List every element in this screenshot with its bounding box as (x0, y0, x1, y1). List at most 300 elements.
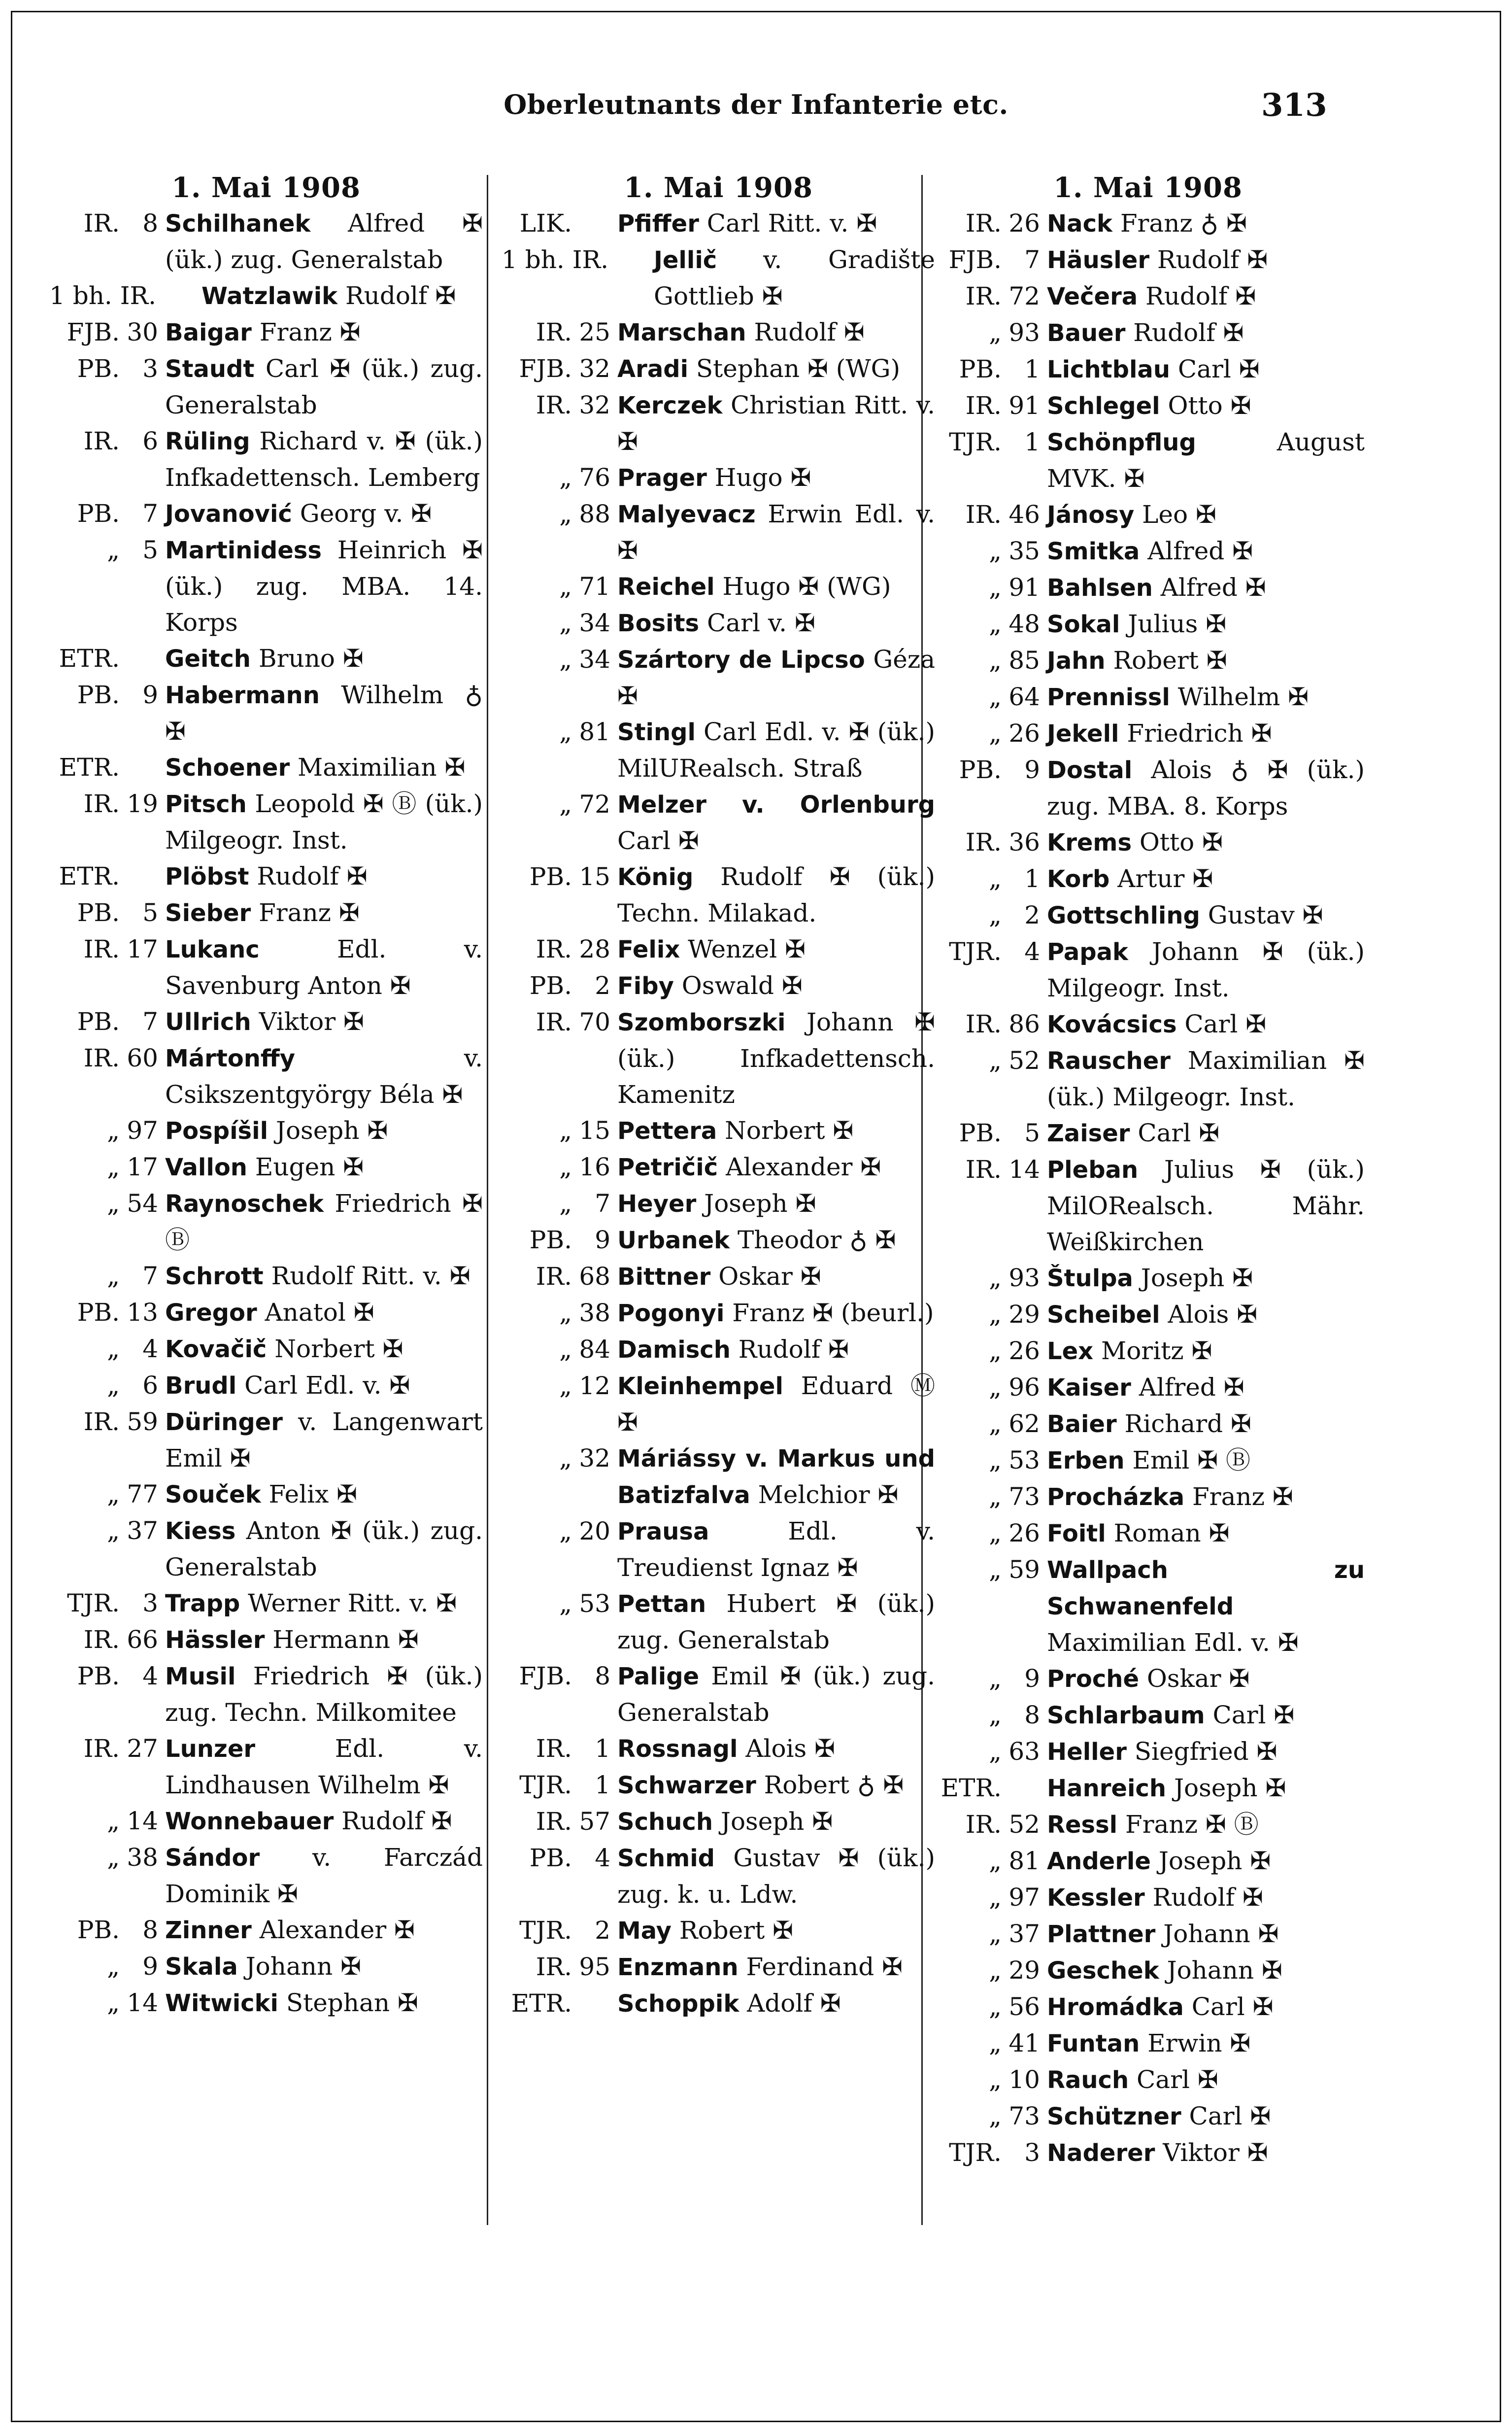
unit-label: IR. (536, 935, 572, 963)
list-item (502, 787, 935, 859)
officer-entry (1047, 1770, 1365, 1807)
list-item (49, 1476, 483, 1513)
surname: Jellič (654, 246, 717, 274)
unit-label: „ (989, 2029, 1002, 2057)
list-item (502, 1804, 935, 1840)
unit-number: 7 (595, 1189, 610, 1218)
officer-entry (654, 242, 935, 314)
officer-entry (202, 278, 483, 314)
unit-label: „ (989, 683, 1002, 711)
unit-label: TJR. (519, 1771, 572, 1799)
unit-label: „ (559, 1153, 572, 1181)
unit-label: ETR. (59, 862, 120, 891)
unit-label: „ (989, 1555, 1002, 1584)
unit-label: „ (989, 1300, 1002, 1329)
entry-details: Bruno ✠ (250, 644, 364, 673)
entry-details: Carl ✠ (1183, 1992, 1274, 2021)
surname: Ullrich (165, 1008, 251, 1036)
unit-label: IR. (536, 391, 572, 419)
unit-label: „ (559, 1589, 572, 1618)
surname: Rossnagl (617, 1735, 738, 1763)
unit-number: 26 (1008, 1336, 1040, 1365)
list-item (502, 206, 935, 242)
surname: Skala (165, 1953, 238, 1981)
surname: Jahn (1047, 647, 1106, 675)
unit-label: IR. (536, 1734, 572, 1763)
unit-number: 4 (142, 1662, 158, 1690)
officer-entry (1047, 2062, 1365, 2098)
unit-label: IR. (536, 1953, 572, 1981)
list-item (49, 1622, 483, 1658)
entry-details: Carl Edl. v. ✠ (236, 1371, 410, 1400)
unit-ref (502, 859, 617, 895)
unit-ref (49, 677, 165, 713)
surname: Prager (617, 464, 707, 492)
unit-number: 38 (579, 1299, 610, 1327)
unit-label: PB. (77, 1298, 120, 1327)
unit-number: 72 (579, 790, 610, 819)
unit-label: „ (559, 1371, 572, 1400)
unit-number: 14 (127, 1807, 158, 1835)
list-item (49, 1113, 483, 1149)
officer-entry (165, 1331, 483, 1368)
unit-ref (49, 1658, 165, 1694)
officer-entry (165, 1949, 483, 1985)
unit-number: 1 (1024, 428, 1040, 456)
unit-number: 46 (1008, 500, 1040, 529)
unit-ref (931, 242, 1047, 278)
unit-ref (49, 1040, 165, 1076)
entry-details: Oskar ✠ (1139, 1664, 1250, 1693)
list-item (931, 278, 1365, 315)
unit-number: 64 (1008, 683, 1040, 711)
unit-number: 88 (579, 500, 610, 528)
list-item (49, 1803, 483, 1840)
unit-ref (931, 1442, 1047, 1478)
officer-entry (617, 859, 935, 931)
unit-ref (502, 351, 617, 387)
surname: Kleinhempel (617, 1372, 783, 1400)
list-item (931, 1770, 1365, 1807)
entry-details: Stephan ✠ (278, 1988, 418, 2017)
entry-details: Emil ✠ Ⓑ (1124, 1446, 1251, 1474)
unit-number: 68 (579, 1262, 610, 1291)
entry-details: Moritz ✠ (1093, 1336, 1212, 1365)
officer-entry (165, 1840, 483, 1912)
list-item (502, 387, 935, 460)
unit-number: 86 (1008, 1010, 1040, 1038)
unit-number: 7 (142, 499, 158, 528)
entry-details: Gustav ✠ (ük.) zug. k. u. Ldw. (617, 1844, 935, 1909)
list-item (502, 569, 935, 605)
officer-entry (1047, 606, 1365, 643)
officer-entry (1047, 2098, 1365, 2135)
list-item (931, 242, 1365, 278)
surname: Hässler (165, 1626, 265, 1654)
entry-details: Rudolf ✠ (730, 1335, 849, 1364)
surname: Musil (165, 1663, 236, 1690)
unit-label: IR. (83, 209, 120, 238)
unit-ref (931, 497, 1047, 533)
list-item (49, 858, 483, 895)
entry-details: Wilhelm ✠ (1170, 683, 1309, 711)
officer-entry (617, 1259, 935, 1295)
list-item (502, 351, 935, 387)
surname: Erben (1047, 1447, 1125, 1474)
surname: Štulpa (1047, 1265, 1133, 1292)
entry-details: Julius ✠ (1120, 610, 1227, 638)
officer-entry (165, 1731, 483, 1803)
unit-number: 91 (1008, 391, 1040, 420)
officer-entry (617, 968, 935, 1004)
entry-details: Alfred ✠ (1131, 1373, 1244, 1402)
surname: Urbanek (617, 1227, 730, 1254)
unit-ref (931, 1006, 1047, 1042)
column-heading: 1. Mai 1908 (624, 171, 813, 204)
list-item (931, 424, 1365, 497)
unit-number: 14 (127, 1988, 158, 2017)
officer-entry (1047, 824, 1365, 861)
page-number: 313 (1261, 87, 1327, 124)
entry-details: Rudolf ✠ (746, 318, 865, 346)
surname: Habermann (165, 682, 320, 709)
officer-entry (165, 641, 483, 677)
officer-entry (1047, 1297, 1365, 1333)
surname: Papak (1047, 938, 1128, 966)
unit-number: 6 (142, 1371, 158, 1400)
unit-ref (931, 1406, 1047, 1442)
unit-ref (49, 1295, 165, 1331)
unit-number: 32 (579, 1444, 610, 1473)
unit-number: 72 (1008, 282, 1040, 310)
unit-number: 34 (579, 609, 610, 637)
entry-details: Eduard Ⓜ ✠ (617, 1371, 935, 1437)
unit-ref (931, 643, 1047, 679)
list-item (49, 1004, 483, 1040)
unit-ref (502, 1440, 617, 1476)
officer-entry (1047, 643, 1365, 679)
officer-entry (1047, 497, 1365, 533)
unit-number: 8 (595, 1662, 610, 1690)
entry-details: v. Langenwart Emil ✠ (165, 1407, 483, 1473)
unit-label: FJB. (948, 245, 1002, 274)
unit-label: „ (559, 572, 572, 601)
unit-ref (931, 1807, 1047, 1843)
unit-label: IR. (965, 391, 1002, 420)
officer-entry (165, 931, 483, 1004)
unit-label: IR. (83, 789, 120, 818)
officer-entry (617, 787, 935, 859)
unit-number (1002, 1770, 1040, 1806)
unit-label: „ (107, 1262, 120, 1290)
officer-entry (617, 1949, 935, 1986)
officer-entry (617, 1440, 935, 1513)
officer-entry (1047, 1661, 1365, 1697)
list-item (502, 714, 935, 787)
entry-details: Rudolf ✠ (1125, 318, 1244, 347)
unit-number: 25 (579, 318, 610, 346)
list-item (931, 643, 1365, 679)
unit-number: 5 (142, 536, 158, 564)
unit-ref (502, 1222, 617, 1258)
officer-entry (165, 351, 483, 423)
unit-label: PB. (77, 1916, 120, 1944)
surname: Souček (165, 1481, 261, 1508)
unit-ref (49, 931, 165, 967)
unit-number: 2 (595, 971, 610, 1000)
officer-entry (1047, 897, 1365, 934)
list-item (502, 859, 935, 931)
entry-details: Melchior ✠ (750, 1480, 899, 1509)
unit-ref (931, 1515, 1047, 1551)
list-item (502, 1440, 935, 1513)
unit-number: 56 (1008, 1992, 1040, 2021)
list-item (931, 1442, 1365, 1479)
entry-details: Carl ✠ (ük.) zug. Generalstab (165, 354, 483, 419)
entry-details: Erwin ✠ (1140, 2029, 1251, 2057)
unit-number: 85 (1008, 646, 1040, 675)
entry-details: Carl v. ✠ (699, 609, 815, 637)
officer-entry (1047, 1260, 1365, 1297)
unit-label: „ (107, 1371, 120, 1400)
unit-label: „ (107, 536, 120, 564)
unit-ref (502, 1986, 617, 2022)
surname: Marschan (617, 319, 746, 346)
entry-details: Oskar ✠ (710, 1262, 821, 1291)
unit-ref (502, 1949, 617, 1985)
unit-label: „ (559, 1335, 572, 1364)
surname: Sieber (165, 899, 251, 927)
unit-number (120, 750, 158, 786)
unit-label: „ (559, 1116, 572, 1145)
surname: Reichel (617, 573, 715, 601)
surname: Procházka (1047, 1483, 1185, 1511)
officer-entry (1047, 278, 1365, 315)
officer-entry (1047, 1479, 1365, 1515)
unit-number: 1 (595, 1771, 610, 1799)
list-item (931, 1515, 1365, 1552)
list-item (931, 897, 1365, 934)
unit-number: 71 (579, 572, 610, 601)
entry-details: Johann ✠ (1155, 1919, 1279, 1948)
unit-number: 12 (579, 1371, 610, 1400)
entry-details: Franz ✠ (beurl.) (724, 1299, 934, 1327)
unit-label: „ (989, 646, 1002, 675)
unit-label: IR. (536, 318, 572, 346)
unit-ref (502, 1804, 617, 1840)
surname: Kovácsics (1047, 1011, 1177, 1038)
unit-ref (502, 1004, 617, 1040)
list-item (49, 1985, 483, 2022)
surname: Schützner (1047, 2103, 1181, 2130)
list-item (931, 351, 1365, 388)
column-3 (931, 170, 1365, 2171)
list-item (49, 1658, 483, 1731)
unit-label: „ (989, 1046, 1002, 1075)
surname: Sokal (1047, 611, 1120, 638)
unit-ref (49, 532, 165, 568)
entry-details: Rudolf ✠ (249, 862, 368, 891)
column-heading: 1. Mai 1908 (171, 171, 361, 204)
entry-details: Carl Ritt. v. ✠ (699, 209, 877, 238)
list-item (931, 1260, 1365, 1297)
entry-details: Rudolf ✠ (1138, 282, 1256, 310)
entry-details: Johann ✠ (237, 1952, 361, 1981)
list-item (931, 752, 1365, 824)
unit-label: „ (989, 1919, 1002, 1948)
surname: Witwicki (165, 1989, 278, 2017)
unit-number: 73 (1008, 2102, 1040, 2130)
surname: Pleban (1047, 1156, 1139, 1184)
officer-entry (165, 1295, 483, 1331)
officer-entry (1047, 1843, 1365, 1880)
unit-number: 29 (1008, 1300, 1040, 1329)
officer-entry (165, 1040, 483, 1113)
list-item (502, 1332, 935, 1368)
entry-details: Friedrich ✠ (1119, 719, 1272, 748)
unit-number: 7 (142, 1262, 158, 1290)
entry-details: Robert ✠ (671, 1916, 793, 1945)
entry-details: Rudolf ✠ (1149, 245, 1268, 274)
officer-entry (1047, 716, 1365, 752)
officer-entry (617, 605, 935, 642)
unit-label: ETR. (59, 644, 120, 673)
list-item (49, 206, 483, 278)
entry-details: Anatol ✠ (257, 1298, 374, 1327)
unit-ref (49, 1476, 165, 1512)
unit-ref (502, 1332, 617, 1368)
list-item (502, 1986, 935, 2022)
list-item (931, 1479, 1365, 1515)
list-item (931, 2135, 1365, 2171)
unit-ref (502, 1149, 617, 1185)
entry-details: Edl. v. Treudienst Ignaz ✠ (617, 1517, 935, 1582)
list-item (49, 1258, 483, 1295)
officer-entry (1047, 424, 1365, 497)
list-item (502, 931, 935, 968)
unit-number (608, 242, 647, 278)
unit-label: FJB. (519, 1662, 572, 1690)
column-2 (502, 170, 935, 2022)
unit-label: PB. (529, 862, 572, 891)
entry-details: Rudolf Ritt. v. ✠ (263, 1262, 470, 1290)
surname: Hromádka (1047, 1993, 1184, 2021)
officer-entry (165, 677, 483, 750)
list-item (931, 1989, 1365, 2025)
unit-label: „ (559, 790, 572, 819)
unit-ref (931, 1043, 1047, 1079)
unit-number: 9 (1024, 755, 1040, 784)
entry-details: Emil ✠ (ük.) zug. Generalstab (617, 1662, 935, 1727)
unit-ref (502, 1658, 617, 1694)
surname: Pogonyi (617, 1300, 725, 1327)
unit-number: 93 (1008, 318, 1040, 347)
unit-ref (49, 206, 165, 241)
list-item (931, 388, 1365, 424)
officer-entry (165, 1258, 483, 1295)
entry-details: Maximilian Edl. v. ✠ (1047, 1628, 1299, 1657)
list-item (502, 242, 935, 314)
officer-entry (165, 1004, 483, 1040)
officer-entry (165, 1622, 483, 1658)
unit-number: 91 (1008, 573, 1040, 602)
unit-ref (49, 1840, 165, 1876)
officer-entry (165, 532, 483, 641)
unit-ref (931, 388, 1047, 424)
surname: Bauer (1047, 319, 1126, 347)
unit-ref (931, 716, 1047, 752)
officer-entry (1047, 752, 1365, 824)
column-1 (49, 170, 483, 2022)
officer-entry (617, 1332, 935, 1368)
unit-ref (502, 605, 617, 641)
list-item (931, 497, 1365, 533)
unit-number: 53 (579, 1589, 610, 1618)
officer-entry (165, 314, 483, 351)
surname: Bittner (617, 1263, 711, 1291)
entry-details: Carl ✠ (1170, 355, 1260, 383)
officer-entry (165, 1658, 483, 1731)
unit-number: 93 (1008, 1264, 1040, 1292)
unit-label: „ (989, 1956, 1002, 1985)
unit-label: „ (559, 718, 572, 746)
surname: Schilhanek (165, 210, 311, 238)
unit-label: PB. (959, 755, 1002, 784)
officer-entry (1047, 1880, 1365, 1916)
entry-details: Alois ✠ (1160, 1300, 1258, 1329)
surname: Martinidess (165, 537, 322, 564)
unit-ref (502, 387, 617, 423)
unit-number: 57 (579, 1807, 610, 1836)
entry-details: Alois ✠ (738, 1734, 835, 1763)
list-item (502, 460, 935, 496)
list-item (931, 1006, 1365, 1043)
surname: Schrott (165, 1263, 264, 1290)
unit-ref (49, 1585, 165, 1621)
surname: Häusler (1047, 246, 1149, 274)
list-item (931, 934, 1365, 1006)
surname: König (617, 863, 694, 891)
surname: Pfiffer (617, 210, 699, 238)
surname: Enzmann (617, 1953, 739, 1981)
surname: Baigar (165, 319, 252, 346)
entry-details: Robert ✠ (1105, 646, 1227, 675)
unit-ref (502, 1767, 617, 1803)
entry-details: Georg v. ✠ (292, 499, 432, 528)
officer-entry (1047, 533, 1365, 570)
entry-details: Leopold ✠ Ⓑ (ük.) Milgeogr. Inst. (165, 789, 483, 855)
surname: Wonnebauer (165, 1808, 334, 1835)
surname: Sándor (165, 1844, 260, 1872)
unit-ref (931, 1479, 1047, 1515)
officer-entry (1047, 1406, 1365, 1442)
unit-ref (502, 1113, 617, 1149)
unit-ref (931, 1661, 1047, 1697)
unit-label: „ (559, 500, 572, 528)
officer-entry (1047, 206, 1365, 242)
surname: Kerczek (617, 392, 723, 419)
officer-entry (617, 1913, 935, 1949)
list-item (49, 1331, 483, 1368)
unit-number: 2 (595, 1916, 610, 1945)
unit-number: 34 (579, 645, 610, 674)
entry-details: Norbert ✠ (717, 1116, 854, 1145)
officer-entry (1047, 1989, 1365, 2025)
list-item (502, 1004, 935, 1113)
surname: Trapp (165, 1590, 240, 1617)
unit-label: „ (989, 1482, 1002, 1511)
list-item (502, 642, 935, 714)
